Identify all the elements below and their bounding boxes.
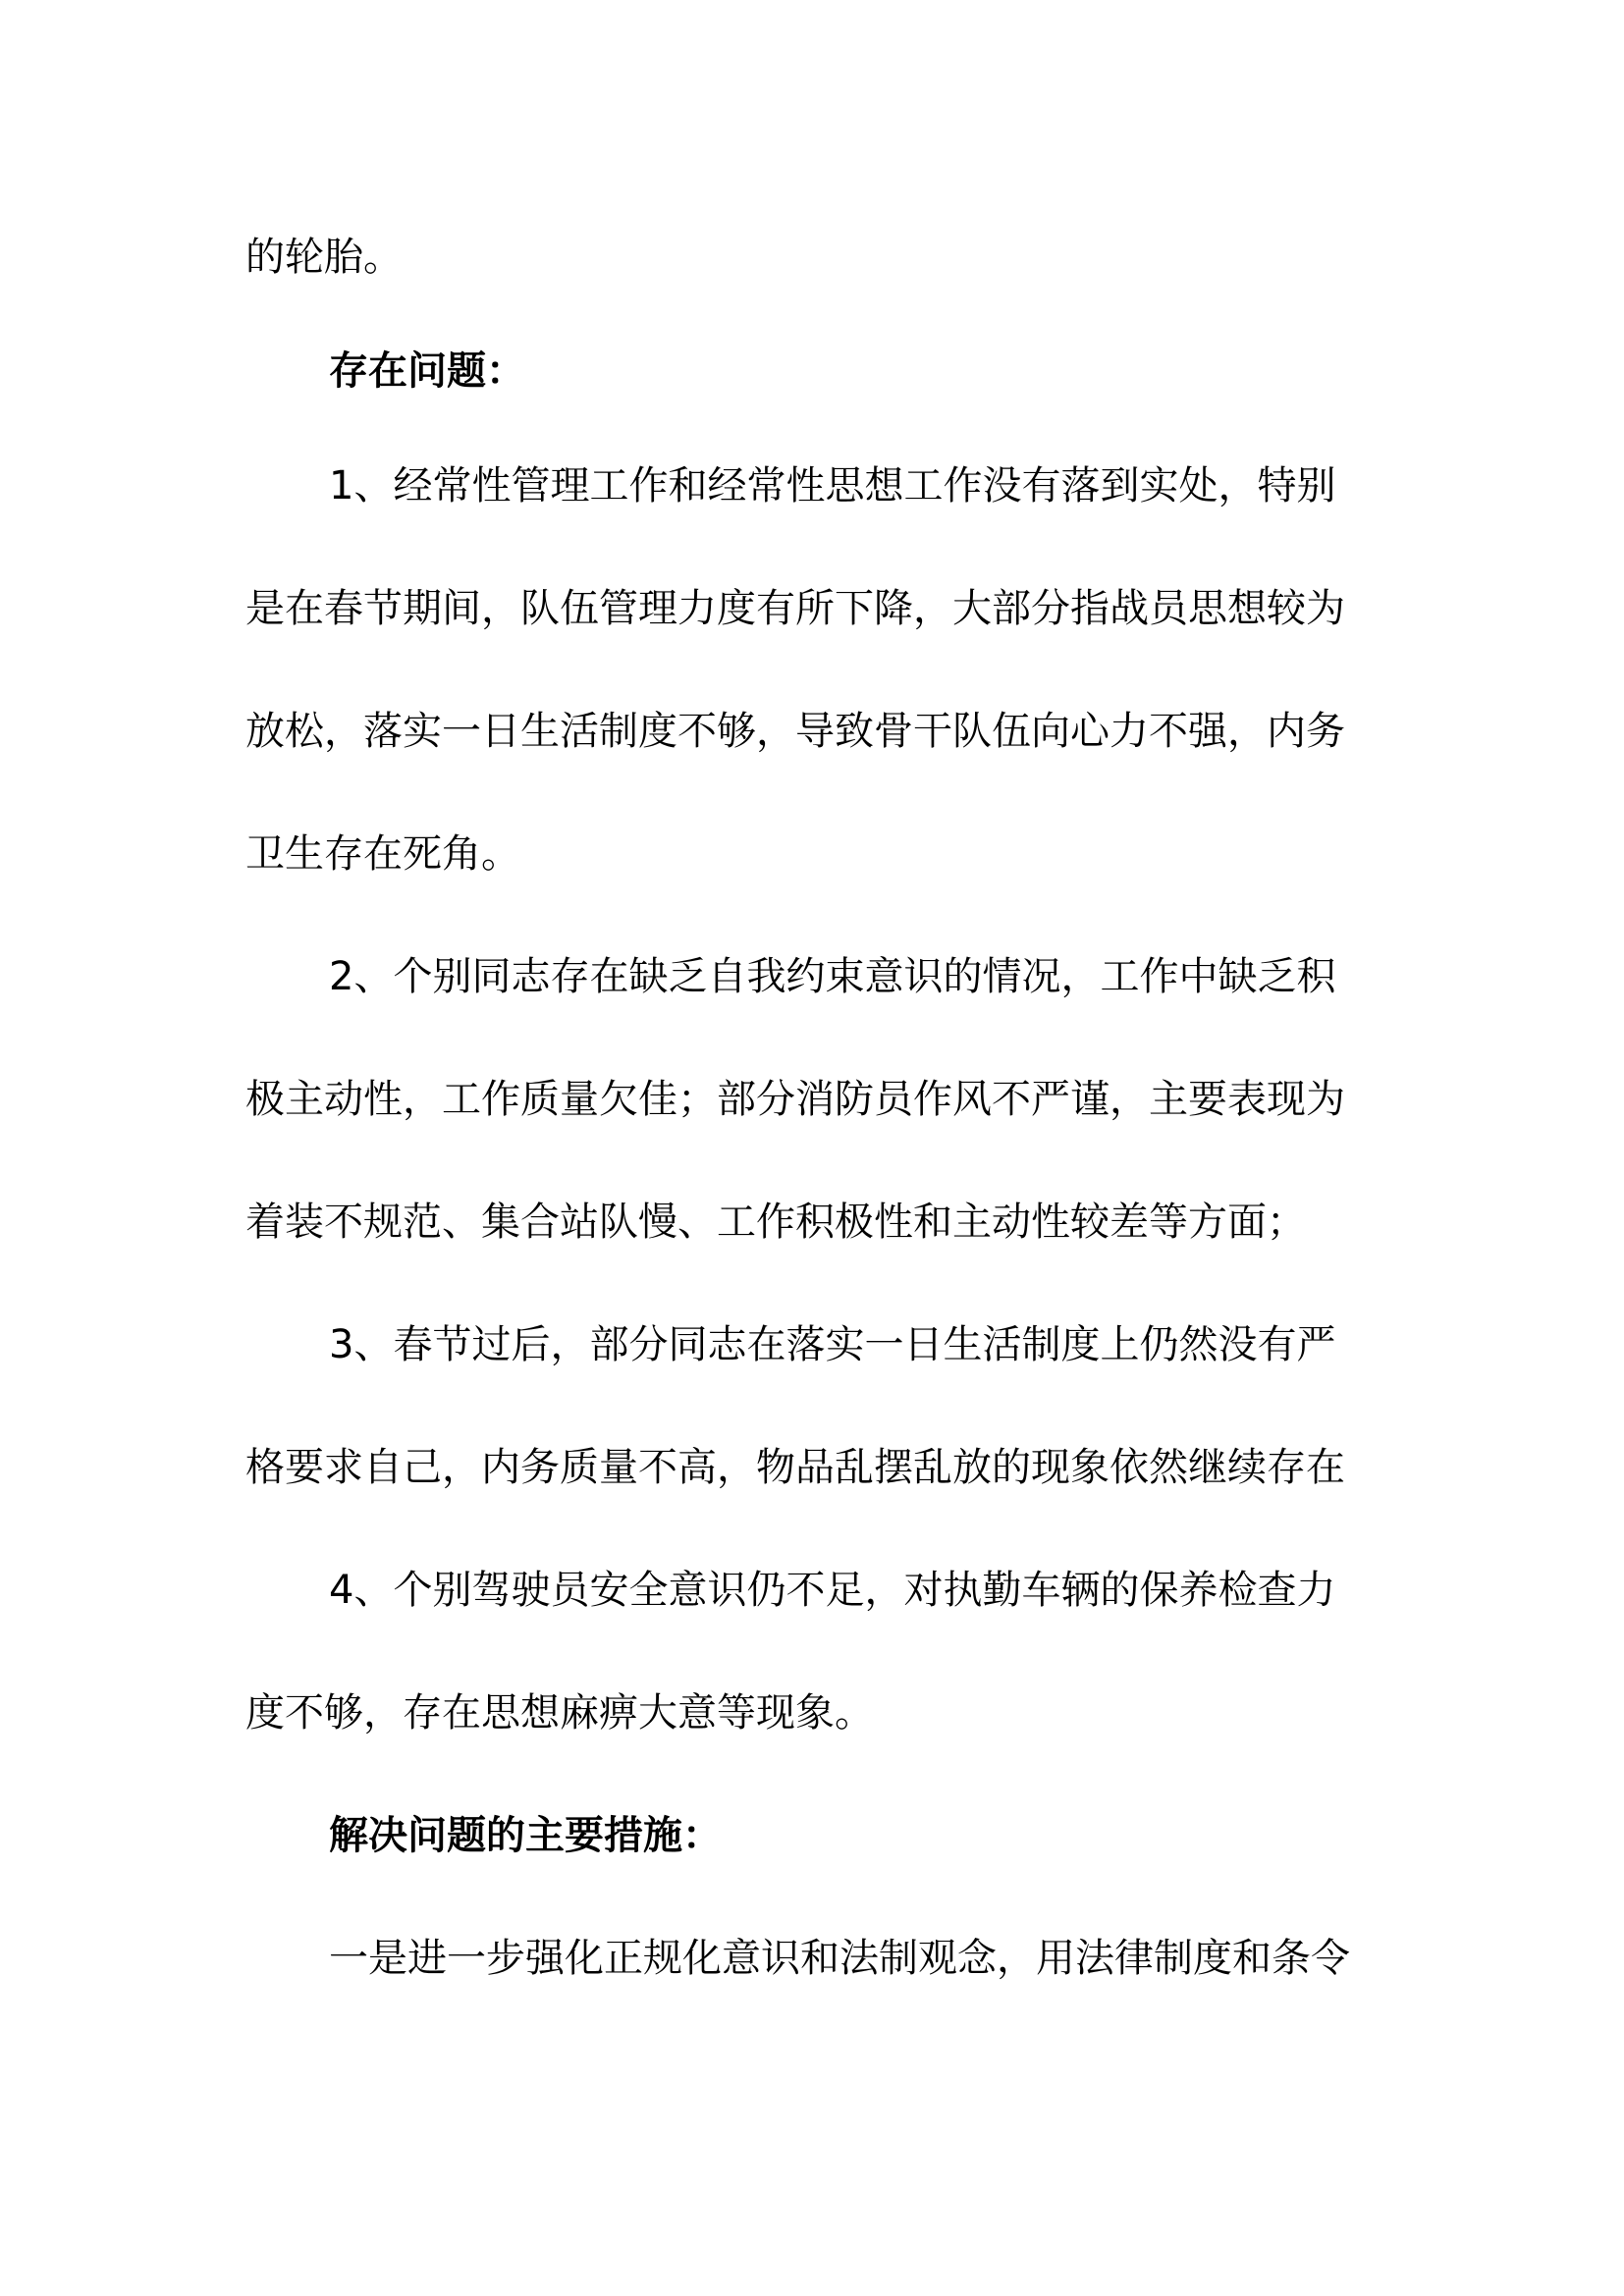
problem-3-line-1: 3、春节过后，部分同志在落实一日生活制度上仍然没有严	[329, 1322, 1336, 1367]
problem-4-line-2: 度不够，存在思想麻痹大意等现象。	[245, 1690, 874, 1735]
problem-1-line-2: 是在春节期间，队伍管理力度有所下降，大部分指战员思想较为	[245, 586, 1345, 631]
problem-1-line-4: 卫生存在死角。	[245, 831, 520, 877]
measure-1-line-1: 一是进一步强化正规化意识和法制观念，用法律制度和条令	[329, 1936, 1350, 1981]
problem-2-line-3: 着装不规范、集合站队慢、工作积极性和主动性较差等方面；	[245, 1200, 1306, 1245]
heading-existing-problems: 存在问题：	[329, 348, 525, 394]
problem-2-line-2: 极主动性，工作质量欠佳；部分消防员作风不严谨，主要表现为	[245, 1077, 1345, 1122]
heading-main-measures: 解决问题的主要措施：	[329, 1813, 722, 1858]
problem-4-line-1: 4、个别驾驶员安全意识仍不足，对执勤车辆的保养检查力	[329, 1568, 1336, 1613]
problem-3-line-2: 格要求自己，内务质量不高，物品乱摆乱放的现象依然继续存在	[245, 1445, 1345, 1490]
problem-1-line-1: 1、经常性管理工作和经常性思想工作没有落到实处，特别	[329, 463, 1336, 508]
text-line-tire-end: 的轮胎。	[245, 235, 403, 280]
problem-1-line-3: 放松，落实一日生活制度不够，导致骨干队伍向心力不强，内务	[245, 709, 1345, 754]
problem-2-line-1: 2、个别同志存在缺乏自我约束意识的情况，工作中缺乏积	[329, 954, 1336, 999]
